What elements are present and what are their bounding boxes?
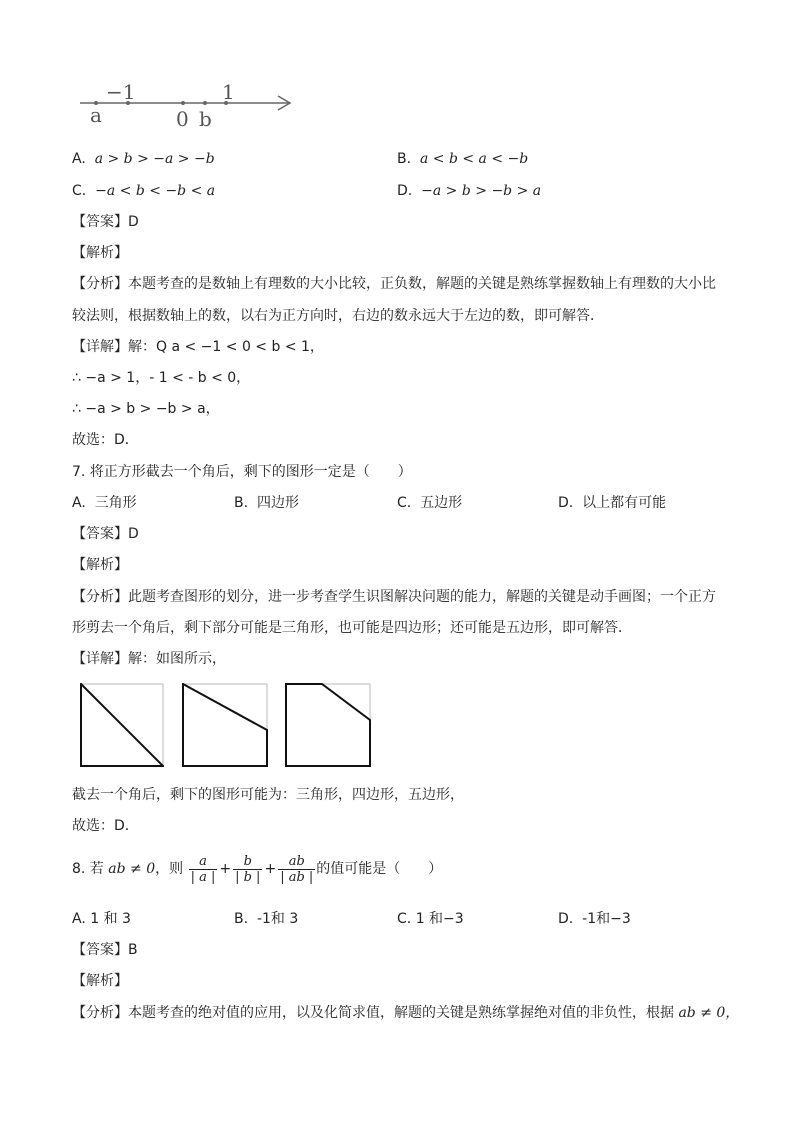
q6-option-c: C. −a < b < −b < a	[72, 183, 216, 199]
q7-detail: 【详解】解：如图所示，	[72, 651, 226, 667]
point-b	[203, 101, 207, 105]
q8-option-c: C. 1 和−3	[397, 911, 464, 927]
q7-analysis-line1: 【分析】此题考查图形的划分，进一步考查学生识图解决问题的能力，解题的关键是动手画图；一个正方	[72, 589, 716, 605]
point-0	[181, 101, 185, 105]
q8-option-d: D. -1和−3	[558, 911, 631, 927]
number-line-figure	[78, 80, 298, 130]
label-0: 0	[176, 107, 189, 130]
q6-analysis-line2: 较法则，根据数轴上的数，以右为正方向时，右边的数永远大于左边的数，即可解答．	[72, 308, 604, 324]
q7-answer: 【答案】D	[72, 526, 139, 542]
label-neg1: −1	[106, 80, 136, 104]
q8-answer: 【答案】B	[72, 942, 138, 958]
q6-analysis-title: 【解析】	[72, 245, 128, 261]
q6-detail-line2: ∴ −a > 1，- 1 < - b < 0，	[72, 370, 251, 386]
q6-answer: 【答案】D	[72, 214, 139, 230]
cut-square-quadrilateral	[182, 683, 268, 767]
q7-choose: 故选：D．	[72, 818, 139, 834]
q6-detail-line3: ∴ −a > b > −b > a，	[72, 401, 220, 417]
label-a: a	[90, 103, 102, 127]
q8-option-b: B. -1和 3	[234, 911, 299, 927]
fraction-b-over-abs-b: $\frac{b}{| b |}$	[235, 853, 261, 885]
q6-option-d: D. −a > b > −b > a	[397, 183, 542, 199]
q8-analysis-title: 【解析】	[72, 973, 128, 989]
q7-analysis-title: 【解析】	[72, 557, 128, 573]
q7-question: 7. 将正方形截去一个角后，剩下的图形一定是（ ）	[72, 464, 412, 480]
q6-option-a: A. a > b > −a > −b	[72, 151, 215, 167]
cut-square-triangle	[80, 683, 164, 767]
q6-choose: 故选：D．	[72, 432, 139, 448]
cut-square-pentagon	[285, 683, 371, 767]
q6-analysis-line1: 【分析】本题考查的是数轴上有理数的大小比较，正负数，解题的关键是熟练掌握数轴上有理数的大小比	[72, 276, 716, 292]
label-1: 1	[222, 80, 235, 104]
fraction-a-over-abs-a: $\frac{a}{| a |}$	[190, 853, 216, 885]
q7-option-a: A. 三角形	[72, 495, 137, 511]
q7-option-b: B. 四边形	[234, 495, 299, 511]
q8-option-a: A. 1 和 3	[72, 911, 131, 927]
fraction-ab-over-abs-ab: $\frac{ab}{| ab |}$	[280, 853, 314, 885]
q7-conclusion: 截去一个角后，剩下的图形可能为：三角形，四边形，五边形，	[72, 787, 464, 803]
q7-analysis-line2: 形剪去一个角后，剩下部分可能是三角形，也可能是四边形；还可能是五边形，即可解答．	[72, 620, 632, 636]
q6-option-b: B. a < b < a < −b	[397, 151, 529, 167]
q6-detail-line1: 【详解】解：Q a < −1 < 0 < b < 1，	[72, 339, 324, 355]
q7-option-c: C. 五边形	[397, 495, 463, 511]
q8-question: 8. 若 ab ≠ 0，则 $\frac{a}{| a |}$ + $\frac{b}{| b |}$ + $\frac{ab}{| ab |}$ 的值可能是（ ）	[72, 853, 443, 885]
q8-analysis-line1: 【分析】本题考查的绝对值的应用，以及化简求值，解题的关键是熟练掌握绝对值的非负性，根据 ab ≠ 0，	[72, 1005, 740, 1021]
label-b: b	[199, 107, 212, 130]
q7-option-d: D. 以上都有可能	[558, 495, 667, 511]
